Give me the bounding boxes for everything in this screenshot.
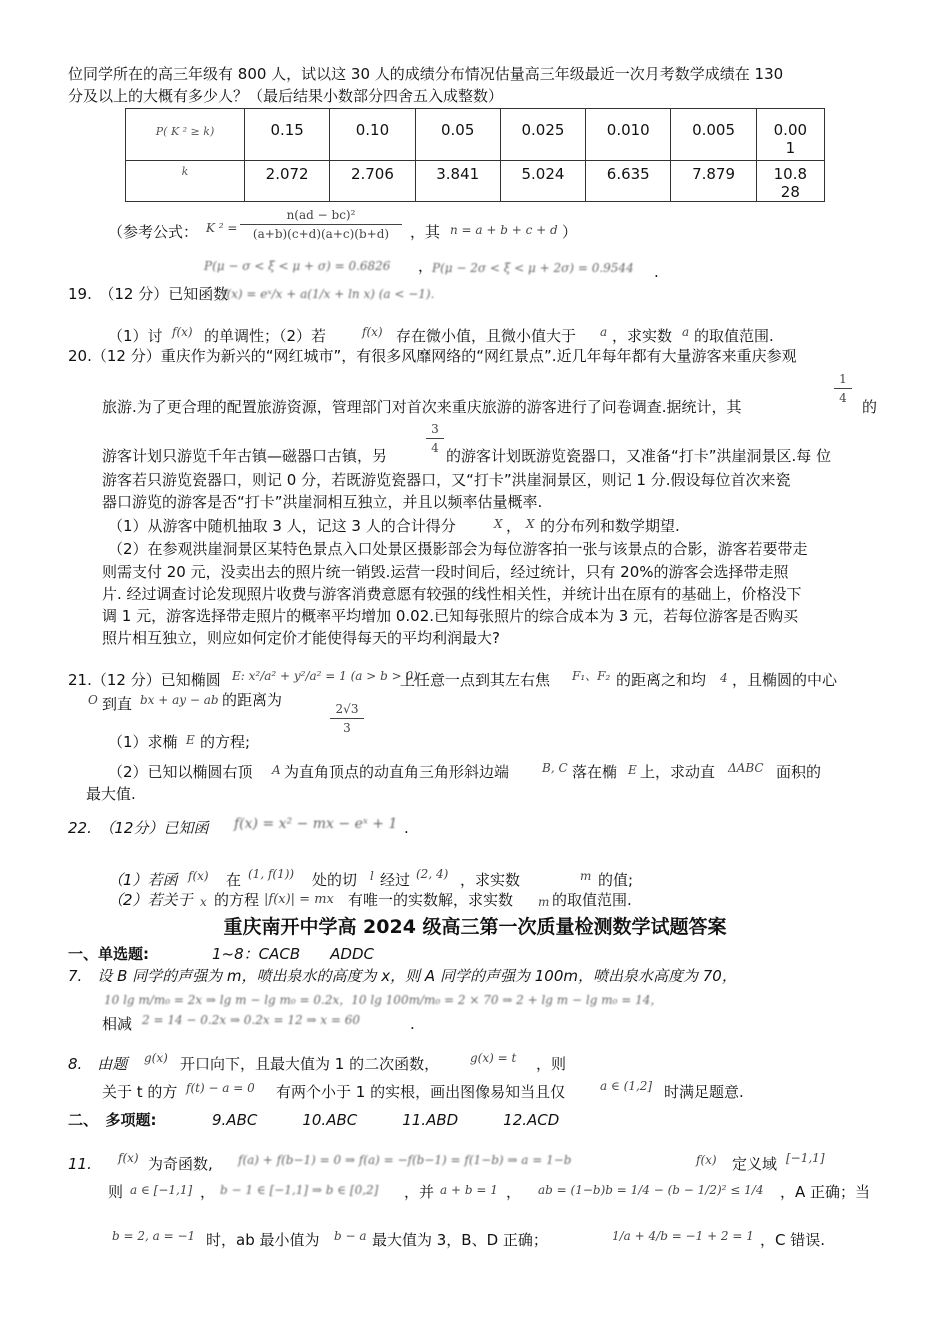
q21-distance-fraction xyxy=(330,702,364,735)
formula-n-def: n = a + b + c + d xyxy=(450,223,558,237)
q20-fraction-2-num: 3 xyxy=(431,422,439,436)
intro-line-2: 分及以上的大概有多少人？（最后结果小数部分四舍五入成整数） xyxy=(68,87,504,105)
answer-11-sum: a + b = 1 xyxy=(440,1183,498,1197)
q21-dist: 的距离为 xyxy=(222,691,283,709)
q21-part-2-d: 上，求动直 xyxy=(640,763,716,781)
fraction-bar xyxy=(240,224,402,225)
formula-end: . xyxy=(654,263,659,281)
q21-part-2-b: 为直角顶点的动直角三角形斜边端 xyxy=(284,763,510,781)
fraction-bar xyxy=(426,438,444,439)
answer-title: 重庆南开中学高 2024 级高三第一次质量检测数学试题答案 xyxy=(223,916,727,938)
answer-11-line-1-d: 定义域 xyxy=(732,1155,778,1173)
q21-distance-num: 2√3 xyxy=(335,702,359,716)
q20-line-5: 器口游览的游客是否“打卡”洪崖洞相互独立，并且以频率估量概率. xyxy=(102,493,543,511)
q21-part-2-f: 最大值. xyxy=(86,785,136,803)
table-row-header: P( K ² ≥ k) xyxy=(126,109,245,161)
answer-8-equation: f(t) − a = 0 xyxy=(186,1081,255,1095)
q20-part-2-line-4: 调 1 元，游客选择带走照片的概率平均增加 0.02.已知每张照片的综合成本为 3 元，若每位游客是否购买 xyxy=(102,607,799,625)
section-1-label: 一、单选题: xyxy=(68,945,149,963)
answer-8-line-1-b: 开口向下，且最大值为 1 的二次函数， xyxy=(180,1055,440,1073)
q20-part-1-sep: ， xyxy=(506,517,522,535)
answer-11-line-2-b: ， xyxy=(200,1183,216,1201)
answer-11-a-range: a ∈ [−1,1] xyxy=(130,1183,193,1197)
q20-line-4: 游客若只游览瓷器口，则记 0 分，若既游览瓷器口，又“打卡”洪崖洞景区，则记 1 分.假设每位首次来瓷 xyxy=(102,471,791,489)
q21-part-1: （1）求椭 xyxy=(108,733,178,751)
q22-part-2: （2）若关于 xyxy=(108,891,193,909)
table-cell: 5.024 xyxy=(500,160,585,201)
table-cell: 2.072 xyxy=(245,160,330,201)
answer-11-line-2-e: ，A 正确；当 xyxy=(780,1183,871,1201)
q19-part-b: 的单调性；（2）若 xyxy=(204,327,327,345)
q20-part-2-line-1: （2）在参观洪崖洞景区某特色景点入口处景区摄影部会为每位游客拍一张与该景点的合影，游客若要带走 xyxy=(108,540,808,558)
q21-after-2: 的距离之和均 xyxy=(616,671,707,689)
section-2-answers: 9.ABC 10.ABC 11.ABD 12.ACD xyxy=(212,1111,560,1129)
answer-11-label: 11. xyxy=(68,1155,92,1173)
q22-x: x xyxy=(200,895,207,909)
q21-e-1: E xyxy=(186,733,195,747)
table-cell: 10.8 28 xyxy=(756,160,824,201)
table-cell: 0.10 xyxy=(330,109,415,161)
table-cell: 0.005 xyxy=(671,109,756,161)
table-cell: 0.010 xyxy=(586,109,671,161)
table-cell: 2.706 xyxy=(330,160,415,201)
answer-11-line-2-d: ， xyxy=(506,1183,522,1201)
answer-11-b-range: b − 1 ∈ [−1,1] ⇒ b ∈ [0,2] xyxy=(220,1183,379,1197)
answer-11-f2: f(x) xyxy=(696,1153,717,1167)
q19-a-1: a xyxy=(600,325,608,339)
q22-l: l xyxy=(370,869,374,883)
q22-stem: 22. （12分）已知函 xyxy=(68,819,209,837)
intro-line-1: 位同学所在的高三年级有 800 人，试以这 30 人的成绩分布情况估量高三年级最近一次月考数学成绩在 130 xyxy=(68,65,784,83)
q20-x-2: X xyxy=(526,517,535,531)
answer-11-line-1-c: f(a) + f(b−1) = 0 ⇒ f(a) = −f(b−1) = f(1−b) ⇒ a = 1−b xyxy=(238,1153,572,1167)
q22-point-2: (2, 4) xyxy=(416,867,449,881)
q20-fraction-2 xyxy=(426,422,444,455)
answer-8-line-2-c: 时满足题意. xyxy=(664,1083,744,1101)
formula-denominator: (a+b)(c+d)(a+c)(b+d) xyxy=(252,227,390,241)
answer-11-line-2-c: ，并 xyxy=(404,1183,435,1201)
answer-8-line-1-c: ，则 xyxy=(536,1055,567,1073)
table-row-header: k xyxy=(126,160,245,201)
q19-part-a: （1）讨 xyxy=(108,327,163,345)
q22-part-1-c: 处的切 xyxy=(312,871,358,889)
answer-11-line-3-c: 最大值为 3，B、D 正确； xyxy=(372,1231,548,1249)
critical-value-table xyxy=(125,108,825,202)
q20-line-2-end: 的 xyxy=(862,398,878,416)
q22-f: f(x) xyxy=(188,869,209,883)
q19-a-2: a xyxy=(682,325,690,339)
formula-sep: ， xyxy=(418,257,434,275)
answer-11-line-1-b: 为奇函数, xyxy=(148,1155,213,1173)
answer-11-fraction-sum: 1/a + 4/b = −1 + 2 = 1 xyxy=(612,1229,754,1243)
q20-part-2-line-3: 片. 经过调查讨论发现照片收费与游客消费意愿有较强的线性相关性，并统计出在原有的基础上，价格没下 xyxy=(102,585,802,603)
answer-11-b-minus-a: b − a xyxy=(334,1229,367,1243)
q22-m-2: m xyxy=(538,895,550,909)
formula-where: ，其 xyxy=(410,223,441,241)
fraction-bar xyxy=(330,718,364,719)
table-cell: 0.05 xyxy=(415,109,500,161)
answer-11-line-2: 则 xyxy=(108,1183,124,1201)
q21-to-line: 到直 xyxy=(102,695,133,713)
table-cell: 3.841 xyxy=(415,160,500,201)
q20-fraction-2-den: 4 xyxy=(431,441,439,455)
answer-11-f: f(x) xyxy=(118,1151,139,1165)
q19-part-e: 的取值范围. xyxy=(694,327,774,345)
formula-prob-2: P(μ − 2σ < ξ < μ + 2σ) = 0.9544 xyxy=(432,261,634,275)
answer-8-line-2: 关于 t 的方 xyxy=(102,1083,178,1101)
q21-part-2-c: 落在椭 xyxy=(572,763,618,781)
answer-11-line-3-b: 时，ab 最小值为 xyxy=(206,1231,320,1249)
q21-four: 4 xyxy=(720,671,728,685)
table-cell: 0.00 1 xyxy=(756,109,824,161)
answer-7-line-3-label: 相减 xyxy=(102,1015,133,1033)
answer-8-gt: g(x) = t xyxy=(470,1051,517,1065)
q20-line-3: 游客计划只游览千年古镇—磁器口古镇，另 xyxy=(102,447,388,465)
q20-line-1: 20.（12 分）重庆作为新兴的“网红城市”，有很多风靡网络的“网红景点”.近几年每年都有大量游客来重庆参观 xyxy=(68,347,797,365)
q21-after-3: ，且椭圆的中心 xyxy=(732,671,838,689)
q19-part-d: ，求实数 xyxy=(612,327,673,345)
table-row xyxy=(126,109,825,161)
formula-k2-lhs: K ² = xyxy=(206,221,238,235)
q22-part-1: （1）若函 xyxy=(108,871,178,889)
q21-triangle: ΔABC xyxy=(728,761,764,775)
q22-m-1: m xyxy=(580,869,592,883)
q22-part-1-f: 的值; xyxy=(598,871,634,889)
table-cell: 7.879 xyxy=(671,160,756,201)
formula-label: （参考公式： xyxy=(108,223,199,241)
q20-fraction-1-num: 1 xyxy=(839,372,847,386)
q21-part-2-e: 面积的 xyxy=(776,763,822,781)
answer-7-line-2: 10 lg m/m₀ = 2x ⇒ lg m − lg m₀ = 0.2x，10 lg 100m/m₀ = 2 × 70 ⇒ 2 + lg m − lg m₀ = 14， xyxy=(104,993,663,1007)
q21-ellipse: E: x²/a² + y²/a² = 1 (a > b > 0) xyxy=(232,669,418,683)
q20-line-3-end: 的游客计划既游览瓷器口，又准备“打卡”洪崖洞景区.每 位 xyxy=(446,447,832,465)
q21-line-eq: bx + ay − ab xyxy=(140,693,219,707)
answer-8-range: a ∈ (1,2] xyxy=(600,1079,653,1093)
q21-a: A xyxy=(272,763,281,777)
q19-part-c: 存在微小值，且微小值大于 xyxy=(396,327,577,345)
formula-fraction xyxy=(240,208,402,241)
q22-part-2-b: 的方程 xyxy=(214,891,260,909)
table-cell: 6.635 xyxy=(586,160,671,201)
section-1-answers: 1~8：CACB ADDC xyxy=(212,945,374,963)
q22-part-1-e: ，求实数 xyxy=(460,871,521,889)
q21-part-1-end: 的方程; xyxy=(200,733,251,751)
q21-distance-den: 3 xyxy=(343,721,351,735)
q22-point-1: (1, f(1)) xyxy=(248,867,295,881)
q21-stem: 21.（12 分）已知椭圆 xyxy=(68,671,221,689)
table-cell: 0.025 xyxy=(500,109,585,161)
q21-after: 上任意一点到其左右焦 xyxy=(400,671,551,689)
q22-part-1-b: 在 xyxy=(226,871,242,889)
answer-11-b-a: b = 2, a = −1 xyxy=(112,1229,196,1243)
q20-fraction-1 xyxy=(834,372,852,405)
q21-bc: B, C xyxy=(542,761,568,775)
q20-part-1: （1）从游客中随机抽取 3 人，记这 3 人的合计得分 xyxy=(108,517,456,535)
answer-8-g: g(x) xyxy=(144,1051,168,1065)
q22-function: f(x) = x² − mx − eˣ + 1 xyxy=(234,816,398,832)
q20-part-2-line-2: 则需支付 20 元，没卖出去的照片统一销毁.运营一段时间后，经过统计，只有 20%的游客会选择带走照 xyxy=(102,563,789,581)
answer-7-line-3-end: . xyxy=(410,1015,415,1033)
q21-part-2: （2）已知以椭圆右顶 xyxy=(108,763,253,781)
answer-11-ab: ab = (1−b)b = 1/4 − (b − 1/2)² ≤ 1/4 xyxy=(538,1183,764,1197)
formula-numerator: n(ad − bc)² xyxy=(286,208,356,222)
q22-part-2-d: 的取值范围. xyxy=(552,891,632,909)
section-2-label: 二、 多项题: xyxy=(68,1111,157,1129)
formula-close: ） xyxy=(562,223,578,241)
q20-fraction-1-den: 4 xyxy=(839,391,847,405)
q22-part-2-c: 有唯一的实数解，求实数 xyxy=(348,891,514,909)
q21-foci: F₁、F₂ xyxy=(572,669,611,683)
q20-part-2-line-5: 照片相互独立，则应如何定价才能使得每天的平均利润最大? xyxy=(102,629,500,647)
q22-equation: |f(x)| = mx xyxy=(264,892,334,907)
q20-line-2: 旅游.为了更合理的配置旅游资源，管理部门对首次来重庆旅游的游客进行了问卷调查.据统计，其 xyxy=(102,398,742,416)
fraction-bar xyxy=(834,388,852,389)
q20-x-1: X xyxy=(494,517,503,531)
q19-fx-2: f(x) xyxy=(362,325,383,339)
q21-o: O xyxy=(88,693,98,707)
q19-stem: 19. （12 分）已知函数 xyxy=(68,285,229,303)
answer-7-line-3: 2 = 14 − 0.2x ⇒ 0.2x = 12 ⇒ x = 60 xyxy=(142,1013,361,1027)
answer-8-line-2-b: 有两个小于 1 的实根，画出图像易知当且仅 xyxy=(276,1083,566,1101)
formula-prob-1: P(μ − σ < ξ < μ + σ) = 0.6826 xyxy=(204,259,391,273)
q19-fx-1: f(x) xyxy=(172,325,193,339)
table-row xyxy=(126,160,825,201)
q22-part-1-d: 经过 xyxy=(380,871,411,889)
q21-e-2: E xyxy=(628,763,637,777)
answer-11-line-3-d: ，C 错误. xyxy=(760,1231,826,1249)
answer-8-line-1: 8. 由题 xyxy=(68,1055,128,1073)
q19-function: f(x) = eˣ/x + a(1/x + ln x) (a < −1). xyxy=(222,287,435,301)
answer-11-domain: [−1,1] xyxy=(786,1151,825,1165)
table-cell: 0.15 xyxy=(245,109,330,161)
answer-7-line-1: 7. 设 B 同学的声强为 m，喷出泉水的高度为 x，则 A 同学的声强为 100m，喷出泉水高度为 70， xyxy=(68,967,737,985)
q22-dot: . xyxy=(404,819,409,837)
q20-part-1-end: 的分布列和数学期望. xyxy=(540,517,680,535)
